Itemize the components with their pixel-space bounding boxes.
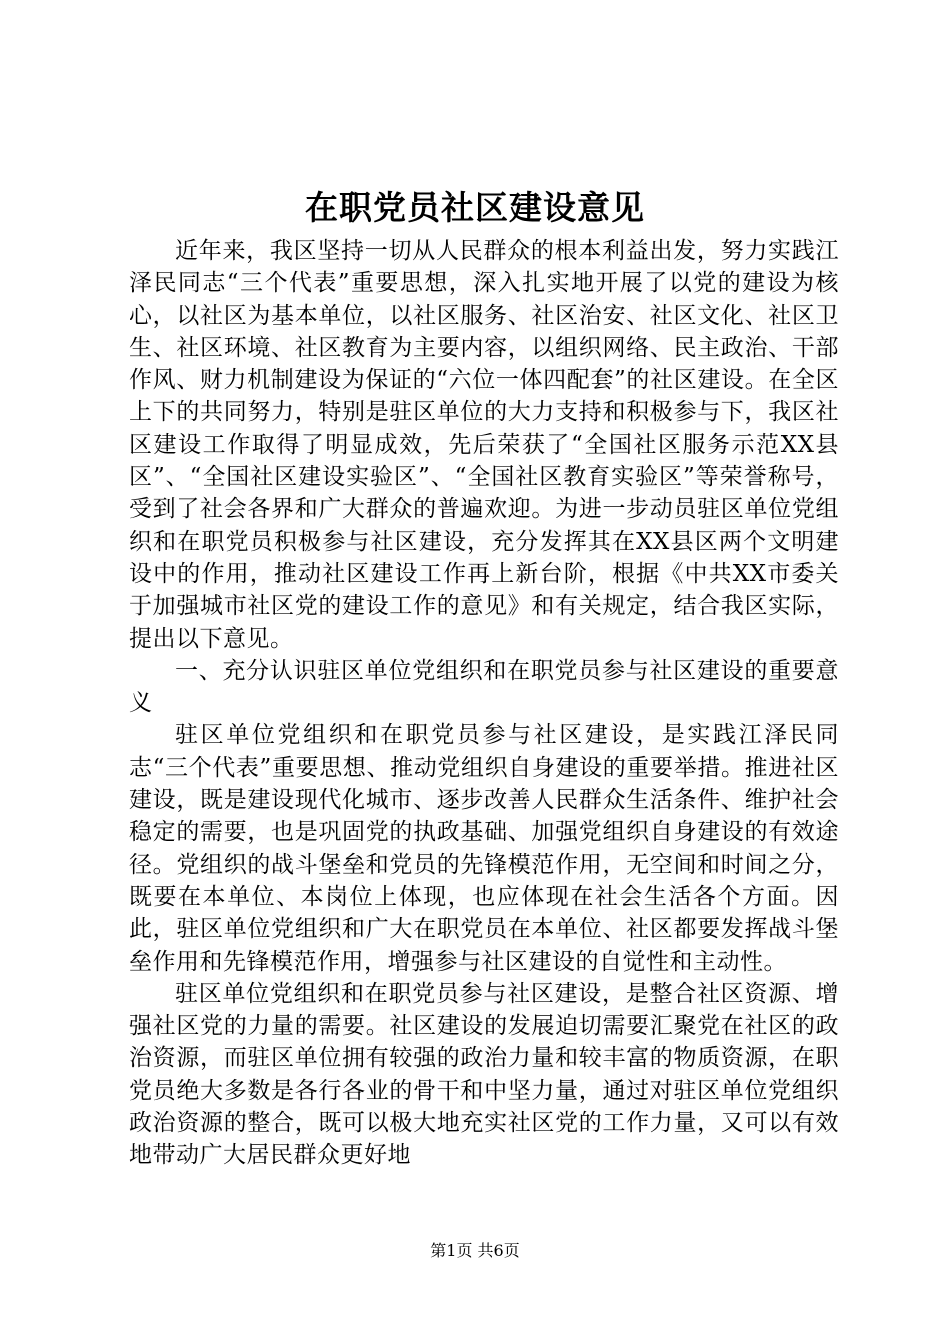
document-body bbox=[129, 235, 839, 1172]
body-paragraph: 驻区单位党组织和在职党员参与社区建设，是实践江泽民同志“三个代表”重要思想、推动党组织自身建设的重要举措。推进社区建设，既是建设现代化城市、逐步改善人民群众生活条件、维护社会稳定的需要，也是巩固党的执政基础、加强党组织自身建设的有效途径。党组织的战斗堡垒和党员的先锋模范作用，无空间和时间之分，既要在本单位、本岗位上体现，也应体现在社会生活各个方面。因此，驻区单位党组织和广大在职党员在本单位、社区都要发挥战斗堡垒作用和先锋模范作用，增强参与社区建设的自觉性和主动性。 bbox=[129, 722, 839, 975]
body-paragraph: 近年来，我区坚持一切从人民群众的根本利益出发，努力实践江泽民同志“三个代表”重要思想，深入扎实地开展了以党的建设为核心，以社区为基本单位，以社区服务、社区治安、社区文化、社区卫生、社区环境、社区教育为主要内容，以组织网络、民主政治、干部作风、财力机制建设为保证的“六位一体四配套”的社区建设。在全区上下的共同努力，特别是驻区单位的大力支持和积极参与下，我区社区建设工作取得了明显成效，先后荣获了“全国社区服务示范XX县区”、“全国社区建设实验区”、“全国社区教育实验区”等荣誉称号，受到了社会各界和广大群众的普遍欢迎。为进一步动员驻区单位党组织和在职党员积极参与社区建设，充分发挥其在XX县区两个文明建设中的作用，推动社区建设工作再上新台阶，根据《中共XX市委关于加强城市社区党的建设工作的意见》和有关规定，结合我区实际，提出以下意见。 bbox=[129, 238, 839, 652]
section-heading: 一、充分认识驻区单位党组织和在职党员参与社区建设的重要意义 bbox=[129, 657, 839, 717]
body-paragraph: 驻区单位党组织和在职党员参与社区建设，是整合社区资源、增强社区党的力量的需要。社区建设的发展迫切需要汇聚党在社区的政治资源，而驻区单位拥有较强的政治力量和较丰富的物质资源，在职党员绝大多数是各行各业的骨干和中坚力量，通过对驻区单位党组织政治资源的整合，既可以极大地充实社区党的工作力量，又可以有效地带动广大居民群众更好地 bbox=[129, 980, 839, 1169]
page-number-footer: 第1页 共6页 bbox=[430, 1241, 520, 1260]
document-title: 在职党员社区建设意见 bbox=[305, 188, 645, 227]
